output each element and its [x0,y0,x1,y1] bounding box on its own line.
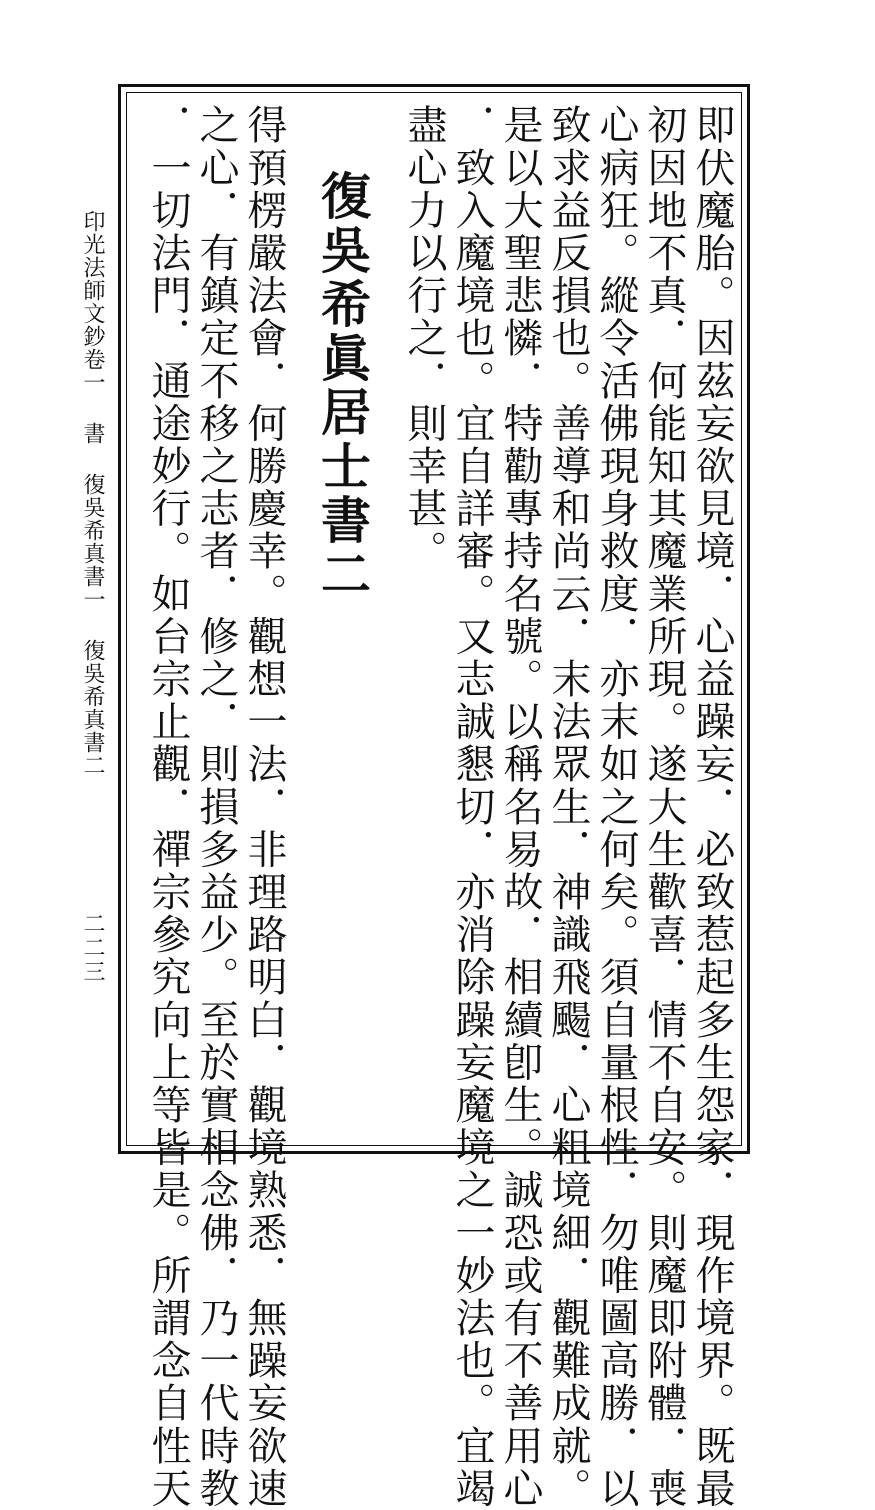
text-column-9: 之心．有鎮定不移之志者．修之．則損多益少。至於實相念佛．乃一代時教 [193,104,239,1510]
text-column-1: 即伏魔胎。因茲妄欲見境．心益躁妄．必致惹起多生怨家．現作境界。既最 [689,104,735,1510]
text-column-10: ．一切法門．通途妙行。如台宗止觀．禪宗參究向上等皆是。所謂念自性天 [145,104,191,1510]
text-column-6: ．致入魔境也。宜自詳審。又志誠懇切．亦消除躁妄魔境之一妙法也。宜竭 [449,104,495,1510]
margin-letter-2: 復吳希真書二 [80,639,105,777]
margin-running-header [78,210,106,777]
margin-section: 書 [80,422,105,445]
margin-book-title: 印光法師文鈔卷一 [80,210,105,394]
letter-title: 復吳希眞居士書二 [313,170,372,602]
text-column-5: 是以大聖悲憐．特勸專持名號。以稱名易故．相續卽生。誠恐或有不善用心 [497,104,543,1510]
text-column-8: 得預楞嚴法會．何勝慶幸。觀想一法．非理路明白．觀境熟悉．無躁妄欲速 [241,104,287,1510]
text-column-2: 初因地不真．何能知其魔業所現。遂大生歡喜．情不自安。則魔即附體．喪 [641,104,687,1510]
text-column-3: 心病狂。縱令活佛現身救度．亦末如之何矣。須自量根性．勿唯圖高勝．以 [593,104,639,1510]
margin-letter-1: 復吳希真書一 [80,473,105,611]
text-column-7: 盡心力以行之．則幸甚。 [401,104,447,573]
text-column-4: 致求益反損也。善導和尚云．末法眾生．神識飛颺．心粗境細．觀難成就。 [545,104,591,1510]
page-number: 二二三 [80,912,105,984]
